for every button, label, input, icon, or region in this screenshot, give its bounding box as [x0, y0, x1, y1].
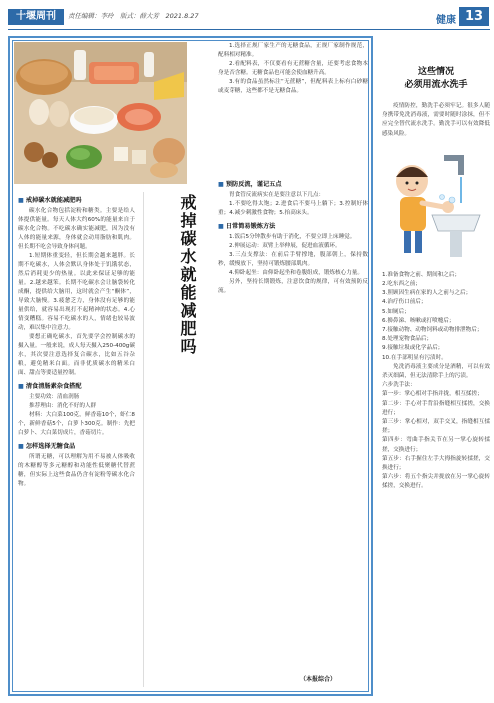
section-heading: ■ 日常简易锻炼方法 [218, 222, 368, 231]
list-item: 第一步：掌心相对手指并拢，相互揉搓； [382, 391, 483, 398]
body-paragraph: 4.仰卧起坐：由仰卧起坐和卷腹组成，锻炼核心力量。 [229, 270, 363, 276]
sidebar-article [382, 36, 490, 492]
body-paragraph: 所谓无糖，可以理解为用不易被人体吸收的木糖醇等多元糖醇和功能性低聚糖代替蔗糖，但实际上这些食品仍含有淀粉等碳水化合物。 [18, 454, 135, 487]
list-item: 8.处理宠物食品后； [382, 336, 433, 343]
masthead: 十堰周刊 [8, 9, 64, 25]
editor-credits: 责任编辑：李玲 版式：薛大芳 2021.8.27 [68, 12, 199, 20]
sidebar-intro: 疫情防控，勤洗手必须牢记。很多人随身携带免洗消毒液，需要时随时涂抹，但不应完全替代流水洗手。勤洗手可以有效降低感染风险。 [382, 103, 490, 137]
list-item: 3.照顾因生病在家的人之前与之后； [382, 290, 472, 297]
list-item: 4.治疗伤口前后； [382, 299, 427, 306]
list-item: 5.如厕后； [382, 308, 410, 315]
body-paragraph: 碳水化合物包括淀粉和糖类。主要是给人体提供能量。每天人体大约60%的能量来自于碳水化合物。不吃碳水确实能减肥，因为没有人体的能量来源，身体就会动用脂肪和肌肉。但长期不吃会导致身体问题。 [18, 208, 135, 250]
body-paragraph: 3.有的食品虽然标注“无蔗糖”，但配料表上标有白砂糖或麦芽糖，这些都不是无糖食品。 [218, 79, 368, 94]
section-name: 健康 [436, 15, 456, 26]
list-item: 六步洗手法： [382, 382, 416, 389]
list-item: 第五步：右手握住左手大拇指旋转揉搓，交换进行； [382, 455, 490, 472]
right-column-bottom [218, 176, 368, 296]
author-credit: （本报综合） [300, 676, 337, 683]
column-divider [143, 192, 144, 687]
list-item: 6.擤鼻涕、咳嗽或打喷嚏后； [382, 317, 455, 324]
list-item: 第四步：弯曲手指关节在另一掌心旋转揉搓，交换进行； [382, 437, 490, 453]
right-column-top [218, 42, 368, 96]
list-item: 第三步：掌心相对，双手交叉，指缝相互揉搓； [382, 419, 490, 435]
body-paragraph: 主要功效：清血润肠 [29, 394, 80, 400]
list-item: 2.吃东西之前； [382, 281, 421, 288]
list-item: 1.准备食物之前、期间和之后； [382, 271, 461, 278]
article-title: 戒掉碳水就能减肥吗 [178, 194, 197, 356]
body-paragraph: 2.看配料表，不仅要看有无蔗糖含量，还要考虑食物本身是否含糖。无糖食品也可能会使血糖升高。 [218, 61, 368, 76]
body-paragraph: 推荐理由：消化不好的人群 [29, 403, 97, 409]
page-number: 13 [459, 7, 489, 26]
body-paragraph: 1.短期体重变轻，但长期会越来越胖。长期不吃碳水，人体会默认身体处于饥饿状态，然后消耗更少的热量。以此来保证足够的能量。2.越来越笨。长期不吃碳水会让脑袋转化成酮，提供给大脑用，这时就会产生“酮体”，导致大脑慢。3.疲惫乏力，身体没有足够的能量供给，就容易出现打不起精神的状态。4.心情变糟糕。容易不吃碳水的人，情绪也较易波动，难以集中注意力。 [18, 253, 135, 331]
handwashing-illustration [382, 145, 482, 263]
body-paragraph: 要想正确吃碳水，首先要学会控制碳水的摄入量。一般来说，成人每天摄入250-400g碳水，其次要注意选择复合碳水，比如五谷杂粮，避免精米白面。而非优质碳水的精米白面、甜点等要适量控制。 [18, 334, 135, 376]
body-paragraph: 3.三点支撑法：在前后手臂撑地，腹部朝上，保持数秒，缓慢放下，坚持可锻炼腰部肌肉。 [218, 252, 368, 267]
list-item: 10.在手部明显有污渍时。 [382, 354, 447, 361]
body-paragraph: 另外，坚持长期锻炼，注意饮食的规律，可有效预防反流。 [218, 279, 368, 294]
body-paragraph: 材料：大白菜100克，鲜香菇10个，虾仁8个，新鲜香菇5个，白萝卜300克。制作：先把白萝卜、大白菜切成片，香菇切片。 [18, 412, 135, 436]
section-heading: ■ 戒掉碳水就能减肥吗 [18, 196, 135, 205]
list-item: 第六步：将五个指尖并拢放在另一掌心旋转揉搓，交换进行。 [382, 474, 490, 490]
sidebar-body [382, 102, 490, 139]
sidebar-title: 这些情况 必须用流水洗手 [404, 67, 468, 90]
list-item: 第二步：手心对手背沿指缝相互揉搓，交换进行； [382, 400, 490, 416]
section-heading: ■ 预防反流，谨记五点 [218, 180, 368, 189]
page-header [0, 0, 494, 34]
sidebar-list [382, 271, 490, 492]
header-rule [8, 29, 490, 30]
list-item: 9.接触垃圾或化学品后； [382, 345, 444, 352]
list-item: 7.接触动物、动物饲料或动物排泄物后； [382, 327, 483, 334]
body-paragraph: 1.选择正规厂家生产的无糖食品，正规厂家制作规范，配料相对精准。 [218, 43, 368, 58]
food-photo [14, 42, 187, 184]
section-heading: ■ 怎样选择无糖食品 [18, 442, 135, 451]
body-paragraph: 1.饭后5分钟散步有助于消化，不要立即上床睡觉。 [229, 234, 356, 240]
sidebar-note: 免洗消毒液主要成分是酒精，可以有效杀灭细菌，但无法清除手上的污渍。 [382, 363, 490, 380]
left-column [18, 192, 135, 489]
food-illustration [14, 42, 187, 184]
body-paragraph: 1.不要吃得太饱；2.进食后不要马上躺下；3.控制好体重；4.减少刺激性食物；5.抬高床头。 [218, 201, 368, 216]
body-paragraph: 2.伸展运动：双臂上举伸展，促进血液循环。 [229, 243, 341, 249]
body-paragraph: 胃食管反流病实在是要注意以下几点： [229, 192, 325, 198]
section-heading: ■ 清食清肠素杂食搭配 [18, 382, 135, 391]
